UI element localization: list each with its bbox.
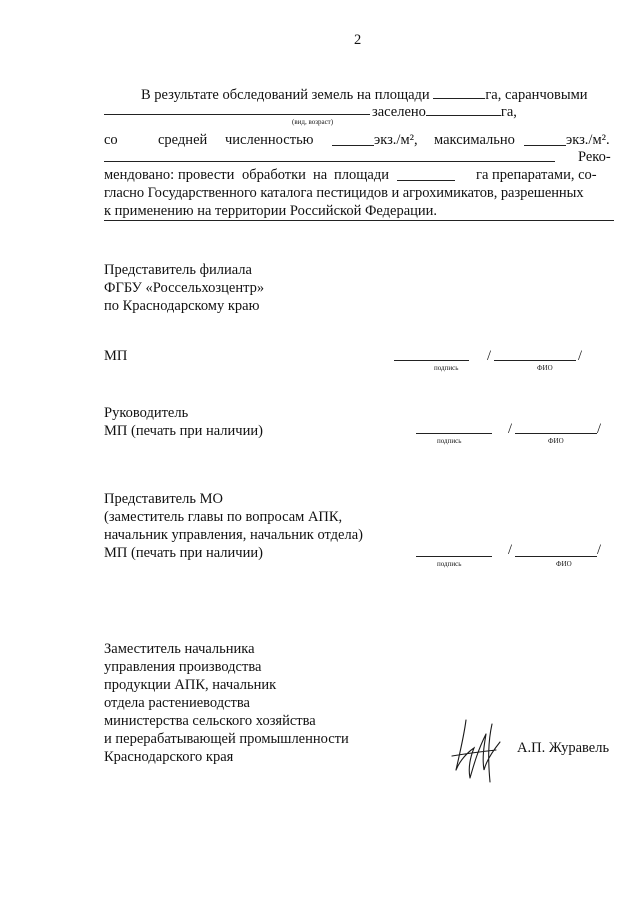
fio-caption: ФИО [556,560,572,568]
block-line: Краснодарского края [104,749,234,765]
fio-line[interactable] [494,360,576,361]
signature-line[interactable] [416,433,492,434]
area-blank-1[interactable] [433,84,485,99]
para-text: заселено [372,104,426,120]
para-line-6: гласно Государственного каталога пестицидов и агрохимикатов, разрешенных [104,185,584,201]
page-number: 2 [354,32,362,48]
slash: / [487,348,492,364]
fio-line[interactable] [515,433,597,434]
max-density-blank[interactable] [524,131,566,146]
block-line: МП (печать при наличии) [104,545,263,561]
block-line: Представитель МО [104,491,223,507]
signature-line[interactable] [416,556,492,557]
para-line-1 [141,84,588,104]
block-line: министерства сельского хозяйства [104,713,316,729]
para-text: площади [334,167,389,183]
block-line: Представитель филиала [104,262,252,278]
para-text: экз./м². [566,132,610,148]
slash: / [597,542,602,558]
para-text: численностью [225,132,314,148]
para-text: мендовано: [104,167,175,183]
block-line: МП (печать при наличии) [104,423,263,439]
para-text: В результате обследований земель на площади [141,87,430,103]
block-line: по Краснодарскому краю [104,298,260,314]
notes-blank[interactable] [104,161,555,162]
species-note: (вид, возраст) [292,118,334,126]
block-line: ФГБУ «Россельхозцентр» [104,280,265,296]
slash: / [578,348,583,364]
area-blank-2[interactable] [426,101,501,116]
para-text: га, саранчовыми [485,87,588,103]
para-text: га, [500,104,517,120]
para-text: провести [178,167,235,183]
slash: / [597,421,602,437]
block-line: начальник управления, начальник отдела) [104,527,363,543]
block-line: и перерабатывающей промышленности [104,731,349,747]
block-line: отдела растениеводства [104,695,250,711]
para-text: средней [158,132,208,148]
para-text: на [313,167,328,183]
para-text: обработки [242,167,306,183]
block-line: управления производства [104,659,262,675]
paragraph-underline [104,220,614,221]
signature-caption: подпись [437,560,462,568]
block-line: Заместитель начальника [104,641,255,657]
signatory-name: А.П. Журавель [517,740,610,756]
density-blank[interactable] [332,131,374,146]
para-text: га препаратами, со- [476,167,597,183]
fio-line[interactable] [515,556,597,557]
para-line-2 [372,101,517,121]
treatment-area-blank[interactable] [397,166,455,181]
signature-caption: подпись [437,437,462,445]
block-line: продукции АПК, начальник [104,677,277,693]
para-line-4: Реко- [578,149,611,165]
fio-caption: ФИО [537,364,553,372]
species-blank[interactable] [104,114,370,115]
slash: / [508,421,513,437]
block-line: Руководитель [104,405,189,421]
para-text: со [104,132,118,148]
para-text: максимально [434,132,515,148]
signature-line[interactable] [394,360,469,361]
fio-caption: ФИО [548,437,564,445]
handwritten-signature [448,712,510,784]
para-line-7: к применению на территории Российской Федерации. [104,203,438,219]
slash: / [508,542,513,558]
stamp-label: МП [104,348,128,364]
signature-caption: подпись [434,364,459,372]
para-text: экз./м², [374,132,418,148]
block-line: (заместитель главы по вопросам АПК, [104,509,343,525]
